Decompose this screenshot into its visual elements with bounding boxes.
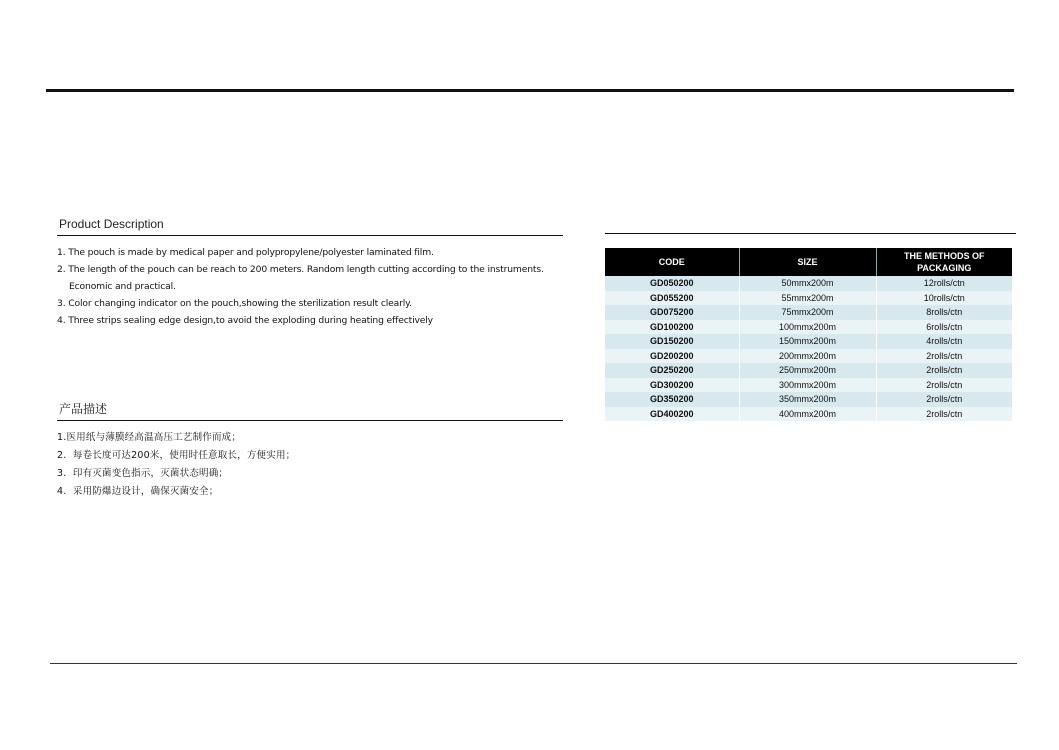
list-item: 2. 每卷长度可达200米，使用时任意取长，方便实用； [57, 450, 296, 461]
list-item: 2. The length of the pouch can be reach to 200 meters. Random length cutting according to the instruments. Economic and practical. [57, 264, 544, 292]
table-header-row [605, 248, 1012, 276]
list-item: 3. 印有灭菌变色指示，灭菌状态明确； [57, 468, 229, 479]
section-title: 产品描述 [59, 402, 108, 416]
column-header-packaging: THE METHODS OF PACKAGING [876, 248, 1012, 276]
product-description-en [57, 216, 563, 329]
description-list [57, 244, 563, 329]
table-row: GD055200 55mmx200m 10rolls/ctn [605, 291, 1012, 306]
table-row: GD100200 100mmx200m 6rolls/ctn [605, 320, 1012, 335]
section-divider [57, 235, 563, 236]
table-row: GD250200 250mmx200m 2rolls/ctn [605, 363, 1012, 378]
list-item: 4. Three strips sealing edge design,to avoid the exploding during heating effectively [57, 315, 433, 326]
top-divider [46, 89, 1014, 92]
specification-table [605, 248, 1012, 421]
list-item: 3. Color changing indicator on the pouch,showing the sterilization result clearly. [57, 298, 412, 309]
product-description-cn [57, 401, 563, 501]
table-row: GD300200 300mmx200m 2rolls/ctn [605, 378, 1012, 393]
column-header-code: CODE [605, 248, 739, 276]
section-divider [57, 420, 563, 421]
section-title: Product Description [59, 217, 164, 231]
table-row: GD075200 75mmx200m 8rolls/ctn [605, 305, 1012, 320]
list-item: 1. The pouch is made by medical paper and polypropylene/polyester laminated film. [57, 247, 434, 258]
column-header-size: SIZE [739, 248, 876, 276]
table-top-divider [605, 233, 1016, 234]
table-row: GD400200 400mmx200m 2rolls/ctn [605, 407, 1012, 422]
list-item: 4. 采用防爆边设计，确保灭菌安全； [57, 486, 219, 497]
list-item: 1.医用纸与薄膜经高温高压工艺制作而成； [57, 432, 242, 443]
table-row: GD050200 50mmx200m 12rolls/ctn [605, 276, 1012, 291]
table-row: GD150200 150mmx200m 4rolls/ctn [605, 334, 1012, 349]
bottom-divider [50, 663, 1017, 664]
table-row: GD200200 200mmx200m 2rolls/ctn [605, 349, 1012, 364]
description-list [57, 429, 563, 501]
table-row: GD350200 350mmx200m 2rolls/ctn [605, 392, 1012, 407]
